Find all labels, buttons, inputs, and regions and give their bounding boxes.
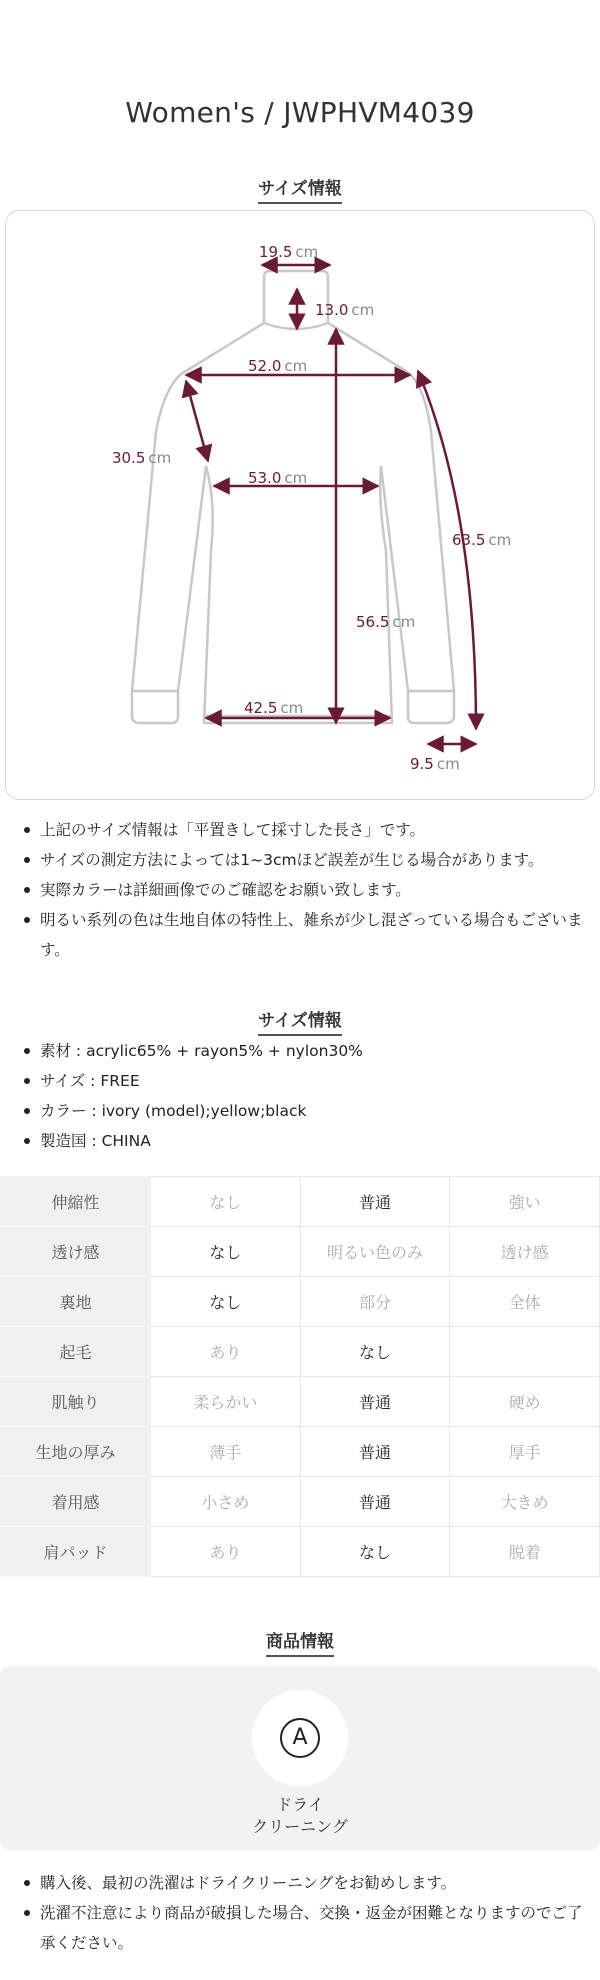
hem-label: 42.5 cm — [244, 699, 304, 717]
body-length-label: 56.5 cm — [356, 613, 416, 631]
attribute-option: 脱着 — [450, 1527, 600, 1577]
list-item: 実際カラーは詳細画像でのご確認をお願い致します。 — [18, 875, 588, 905]
care-panel — [0, 1666, 600, 1850]
product-info-heading: 商品情報 — [0, 1627, 600, 1657]
attribute-option-selected: なし — [151, 1227, 301, 1277]
product-notes-list — [18, 1868, 588, 1958]
cuff-label: 9.5 cm — [410, 755, 460, 773]
attribute-option: なし — [151, 1177, 301, 1227]
origin-item: 製造国 : CHINA — [18, 1126, 588, 1156]
spec-heading: サイズ情報 — [0, 1006, 600, 1036]
table-row — [1, 1377, 600, 1427]
attribute-label: 起毛 — [1, 1327, 151, 1377]
attribute-label: 伸縮性 — [1, 1177, 151, 1227]
attribute-option-selected: 普通 — [300, 1177, 450, 1227]
fabric-attribute-table — [0, 1176, 600, 1577]
attribute-label: 着用感 — [1, 1477, 151, 1527]
table-row — [1, 1327, 600, 1377]
shoulder-label: 52.0 cm — [248, 357, 308, 375]
list-item: サイズの測定方法によっては1~3cmほど誤差が生じる場合があります。 — [18, 845, 588, 875]
dry-clean-icon: A — [252, 1690, 348, 1786]
page-title: Women's / JWPHVM4039 — [125, 96, 475, 129]
attribute-option: 全体 — [450, 1277, 600, 1327]
table-row — [1, 1427, 600, 1477]
attribute-option-selected: なし — [151, 1277, 301, 1327]
list-item: 明るい系列の色は生地自体の特性上、雑糸が少し混ざっている場合もございます。 — [18, 905, 588, 965]
attribute-option: あり — [151, 1327, 301, 1377]
chest-label: 53.0 cm — [248, 469, 308, 487]
attribute-option — [450, 1327, 600, 1377]
attribute-option: 大きめ — [450, 1477, 600, 1527]
attribute-option: 硬め — [450, 1377, 600, 1427]
attribute-option: 厚手 — [450, 1427, 600, 1477]
attribute-option: 明るい色のみ — [300, 1227, 450, 1277]
size-item: サイズ : FREE — [18, 1066, 588, 1096]
size-notes-list — [18, 815, 588, 965]
sweater-outline — [132, 271, 454, 723]
attribute-option: 透け感 — [450, 1227, 600, 1277]
armhole-label: 30.5 cm — [112, 449, 172, 467]
material-item: 素材 : acrylic65% + rayon5% + nylon30% — [18, 1036, 588, 1066]
attribute-option-selected: なし — [300, 1327, 450, 1377]
list-item: 上記のサイズ情報は「平置きして採寸した長さ」です。 — [18, 815, 588, 845]
color-item: カラー : ivory (model);yellow;black — [18, 1096, 588, 1126]
attribute-option-selected: なし — [300, 1527, 450, 1577]
attribute-option: 強い — [450, 1177, 600, 1227]
list-item: 購入後、最初の洗濯はドライクリーニングをお勧めします。 — [18, 1868, 588, 1898]
attribute-option: あり — [151, 1527, 301, 1577]
measure-lines — [186, 265, 476, 744]
attribute-label: 生地の厚み — [1, 1427, 151, 1477]
list-item: 洗濯不注意により商品が破損した場合、交換・返金が困難となりますのでご了承ください。 — [18, 1898, 588, 1958]
attribute-label: 肩パッド — [1, 1527, 151, 1577]
sleeve-label: 63.5 cm — [452, 531, 512, 549]
attribute-option: 部分 — [300, 1277, 450, 1327]
table-row — [1, 1277, 600, 1327]
size-diagram — [5, 210, 595, 800]
attribute-label: 裏地 — [1, 1277, 151, 1327]
attribute-label: 肌触り — [1, 1377, 151, 1427]
attribute-option-selected: 普通 — [300, 1427, 450, 1477]
table-row — [1, 1227, 600, 1277]
attribute-option: 柔らかい — [151, 1377, 301, 1427]
table-row — [1, 1477, 600, 1527]
neck-height-label: 13.0 cm — [315, 301, 375, 319]
spec-list — [18, 1036, 588, 1156]
attribute-option-selected: 普通 — [300, 1377, 450, 1427]
attribute-option: 薄手 — [151, 1427, 301, 1477]
attribute-option: 小さめ — [151, 1477, 301, 1527]
care-label: ドライ クリーニング — [252, 1795, 348, 1836]
neck-width-label: 19.5 cm — [259, 243, 319, 261]
table-row — [1, 1177, 600, 1227]
table-row — [1, 1527, 600, 1577]
attribute-label: 透け感 — [1, 1227, 151, 1277]
attribute-option-selected: 普通 — [300, 1477, 450, 1527]
size-info-heading: サイズ情報 — [0, 174, 600, 204]
